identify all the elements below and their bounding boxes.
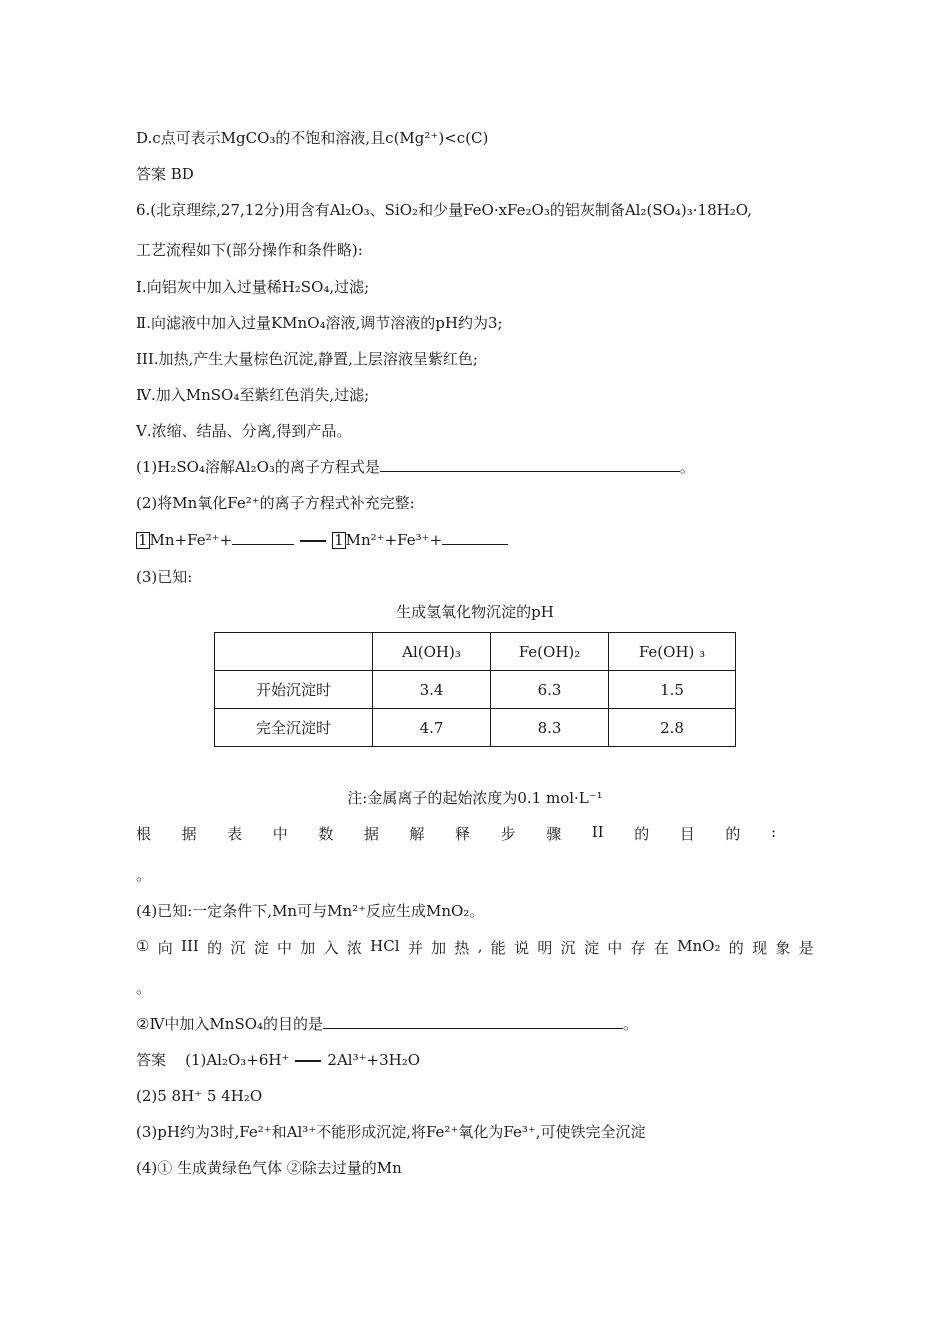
prompt-char: 是 [798, 939, 814, 957]
answer-1-left: (1)Al₂O₃+6H⁺ [185, 1051, 290, 1069]
ph-table [214, 632, 736, 747]
answer-blank[interactable] [323, 1014, 623, 1029]
table-cell: 8.3 [491, 709, 609, 747]
prompt-char: 释 [455, 825, 471, 843]
equals-arrow [300, 540, 326, 542]
answer-label: 答案 [136, 1051, 167, 1069]
table-cell: 6.3 [491, 671, 609, 709]
answer-1-right: 2Al³⁺+3H₂O [327, 1051, 421, 1069]
answer-6-line4: (4)① 生成黄绿色气体 ②除去过量的Mn [136, 1159, 402, 1177]
table-cell: 2.8 [609, 709, 736, 747]
question-3-end: 。 [136, 866, 152, 884]
prompt-char: 入 [323, 939, 339, 957]
prompt-char: 说 [514, 939, 530, 957]
step-3: III.加热,产生大量棕色沉淀,静置,上层溶液呈紫红色; [136, 350, 478, 368]
prompt-char: 明 [537, 939, 553, 957]
prompt-char: III [181, 937, 199, 955]
answer-blank[interactable] [232, 530, 294, 545]
prompt-char: 数 [318, 825, 334, 843]
prompt-char: 热 [454, 939, 470, 957]
part-1 [136, 457, 695, 477]
prompt-char: 浓 [346, 939, 362, 957]
prompt-char: 淀 [583, 939, 599, 957]
step-1: Ⅰ.向铝灰中加入过量稀H₂SO₄,过滤; [136, 278, 370, 296]
prompt-char: 现 [752, 939, 768, 957]
part-4: (4)已知:一定条件下,Mn可与Mn²⁺反应生成MnO₂。 [136, 902, 485, 920]
question-6-line2: 工艺流程如下(部分操作和条件略): [136, 241, 363, 259]
prompt-char: 步 [500, 825, 516, 843]
part-3: (3)已知: [136, 568, 193, 586]
step-4: Ⅳ.加入MnSO₄至紫红色消失,过滤; [136, 386, 370, 404]
table-header-cell [215, 633, 373, 671]
equation-line [136, 530, 508, 550]
prompt-char: 能 [490, 939, 506, 957]
prompt-char: 据 [363, 825, 379, 843]
answer-6-line2: (2)5 8H⁺ 5 4H₂O [136, 1087, 263, 1105]
prompt-char: II [591, 823, 604, 841]
question-4b [136, 1014, 638, 1034]
prompt-char: 中 [607, 939, 623, 957]
answer-blank[interactable] [380, 457, 680, 472]
prompt-char: 目 [679, 825, 695, 843]
table-note: 注:金属离子的起始浓度为0.1 mol·L⁻¹ [347, 789, 603, 807]
prompt-char: : [770, 823, 776, 841]
question-4a-prompt [136, 937, 814, 958]
part-2: (2)将Mn氧化Fe²⁺的离子方程式补充完整: [136, 494, 415, 512]
table-header-cell: Fe(OH)₂ [491, 633, 609, 671]
prompt-char: 的 [725, 825, 741, 843]
prompt-char: ① [136, 937, 150, 955]
step-5: Ⅴ.浓缩、结晶、分离,得到产品。 [136, 422, 352, 440]
answer-6-line1 [136, 1050, 420, 1070]
prompt-char: 骤 [546, 825, 562, 843]
table-row [215, 709, 736, 747]
coefficient-box: 1 [138, 531, 148, 549]
prompt-char: 的 [728, 939, 744, 957]
answer-6-line3: (3)pH约为3时,Fe²⁺和Al³⁺不能形成沉淀,将Fe²⁺氧化为Fe³⁺,可使铁完全沉淀 [136, 1123, 646, 1141]
option-d: D.c点可表示MgCO₃的不饱和溶液,且c(Mg²⁺)<c(C) [136, 129, 489, 147]
coefficient-box: 1 [334, 531, 344, 549]
table-header-cell: Fe(OH) ₃ [609, 633, 736, 671]
equation-left: Mn+Fe²⁺+ [149, 531, 233, 549]
prompt-char: , [477, 937, 483, 955]
table-row [215, 671, 736, 709]
part-1-end: 。 [679, 458, 695, 476]
prompt-char: 在 [653, 939, 669, 957]
step-2: Ⅱ.向滤液中加入过量KMnO₄溶液,调节溶液的pH约为3; [136, 314, 503, 332]
equation-right: Mn²⁺+Fe³⁺+ [345, 531, 443, 549]
prompt-char: 解 [409, 825, 425, 843]
table-header-cell: Al(OH)₃ [373, 633, 491, 671]
prompt-char: 的 [207, 939, 223, 957]
question-4b-end: 。 [623, 1015, 639, 1033]
prompt-char: 中 [272, 825, 288, 843]
prompt-char: 根 [136, 825, 152, 843]
prompt-char: 象 [775, 939, 791, 957]
prompt-char: MnO₂ [677, 937, 721, 955]
answer-blank[interactable] [442, 530, 508, 545]
question-4a-end: 。 [136, 979, 152, 997]
prompt-char: 沉 [560, 939, 576, 957]
prompt-char: 据 [181, 825, 197, 843]
prompt-char: 存 [630, 939, 646, 957]
prompt-char: 加 [431, 939, 447, 957]
part-1-text: (1)H₂SO₄溶解Al₂O₃的离子方程式是 [136, 458, 380, 476]
table-title: 生成氢氧化物沉淀的pH [396, 603, 554, 621]
prompt-char: 淀 [253, 939, 269, 957]
question-6-line1: 6.(北京理综,27,12分)用含有Al₂O₃、SiO₂和少量FeO·xFe₂O₃的铝灰制备Al₂(SO₄)₃·18H₂O, [136, 201, 752, 219]
table-header-row [215, 633, 736, 671]
prompt-char: 的 [634, 825, 650, 843]
table-cell: 4.7 [373, 709, 491, 747]
prompt-char: 表 [227, 825, 243, 843]
table-cell: 3.4 [373, 671, 491, 709]
table-cell: 开始沉淀时 [215, 671, 373, 709]
prompt-char: 并 [407, 939, 423, 957]
prompt-char: 沉 [230, 939, 246, 957]
prompt-char: 中 [276, 939, 292, 957]
prompt-char: 向 [157, 939, 173, 957]
question-4b-text: ②Ⅳ中加入MnSO₄的目的是 [136, 1015, 324, 1033]
equals-arrow [295, 1060, 321, 1062]
prompt-char: 加 [300, 939, 316, 957]
question-3-prompt [136, 823, 776, 844]
table-cell: 完全沉淀时 [215, 709, 373, 747]
prompt-char: HCl [370, 937, 400, 955]
answer-5: 答案 BD [136, 165, 194, 183]
table-cell: 1.5 [609, 671, 736, 709]
